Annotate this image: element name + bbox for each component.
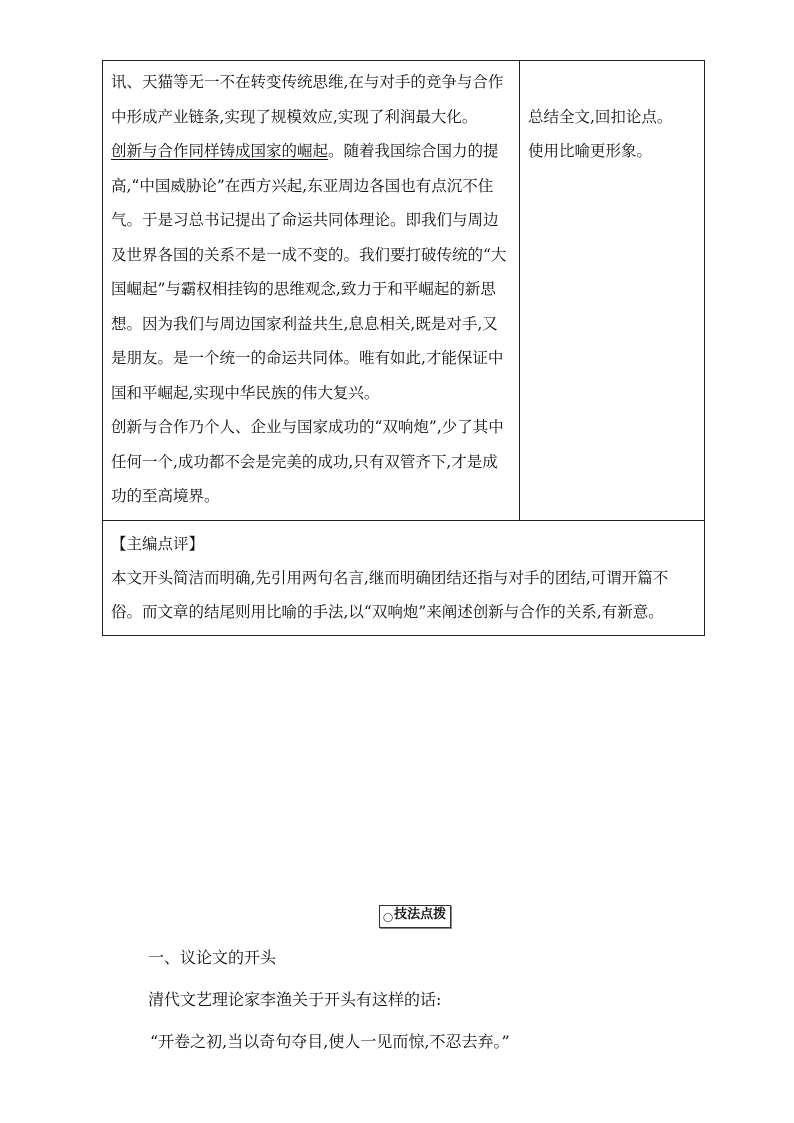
table-row-review [103,520,705,635]
essay-body-cell [103,61,520,521]
review-title: 【主编点评】 [111,534,205,553]
tag-marker-icon: ◯ [383,913,394,923]
intro-line: 清代文艺理论家李渔关于开头有这样的话: [148,990,442,1009]
essay-paragraph-3: 创新与合作乃个人、企业与国家成功的“双响炮”,少了其中任何一个,成功都不会是完美的成功,只有双管齐下,才是成功的至高境界。 [111,418,504,505]
quote-line: “开卷之初,当以奇句夺目,使人一见而惊,不忍去弃。” [150,1032,510,1051]
essay-paragraph-2 [111,134,513,410]
side-note-2: 使用比喻更形象。 [528,142,653,160]
topic-sentence-period: 。 [328,142,344,160]
editor-review-cell [103,520,705,635]
section-tag-label: 技法点拨 [394,907,447,922]
section-tag-badge [379,905,451,928]
essay-paragraph-2-body: 随着我国综合国力的提高,“中国威胁论”在西方兴起,东亚周边各国也有点沉不住气。于是习总书记提出了命运共同体理论。即我们与周边及世界各国的关系不是一成不变的。我们要打破传统的“大国崛起”与霸权相挂钩的思维观念,致力于和平崛起的新思想。因为我们与周边国家利益共生,息息相关,既是对手,又是朋友。是一个统一的命运共同体。唯有如此,才能保证中国和平崛起,实现中华民族的伟大复兴。 [111,142,507,402]
section-heading: 一、议论文的开头 [148,948,277,967]
table-row-essay [103,61,705,521]
essay-paragraph-1: 讯、天猫等无一不在转变传统思维,在与对手的竞争与合作中形成产业链条,实现了规模效应,实现了利润最大化。 [111,73,504,126]
underlined-topic-sentence: 创新与合作同样铸成国家的崛起 [111,142,329,160]
essay-annotation-table [102,60,705,636]
side-note-spacer [528,65,698,100]
review-text: 本文开头简洁而明确,先引用两句名言,继而明确团结还指与对手的团结,可谓开篇不俗。而文章的结尾则用比喻的手法,以“双响炮”来阐述创新与合作的关系,有新意。 [111,568,669,621]
side-note-1: 总结全文,回扣论点。 [528,107,673,126]
side-note-cell [520,61,705,521]
